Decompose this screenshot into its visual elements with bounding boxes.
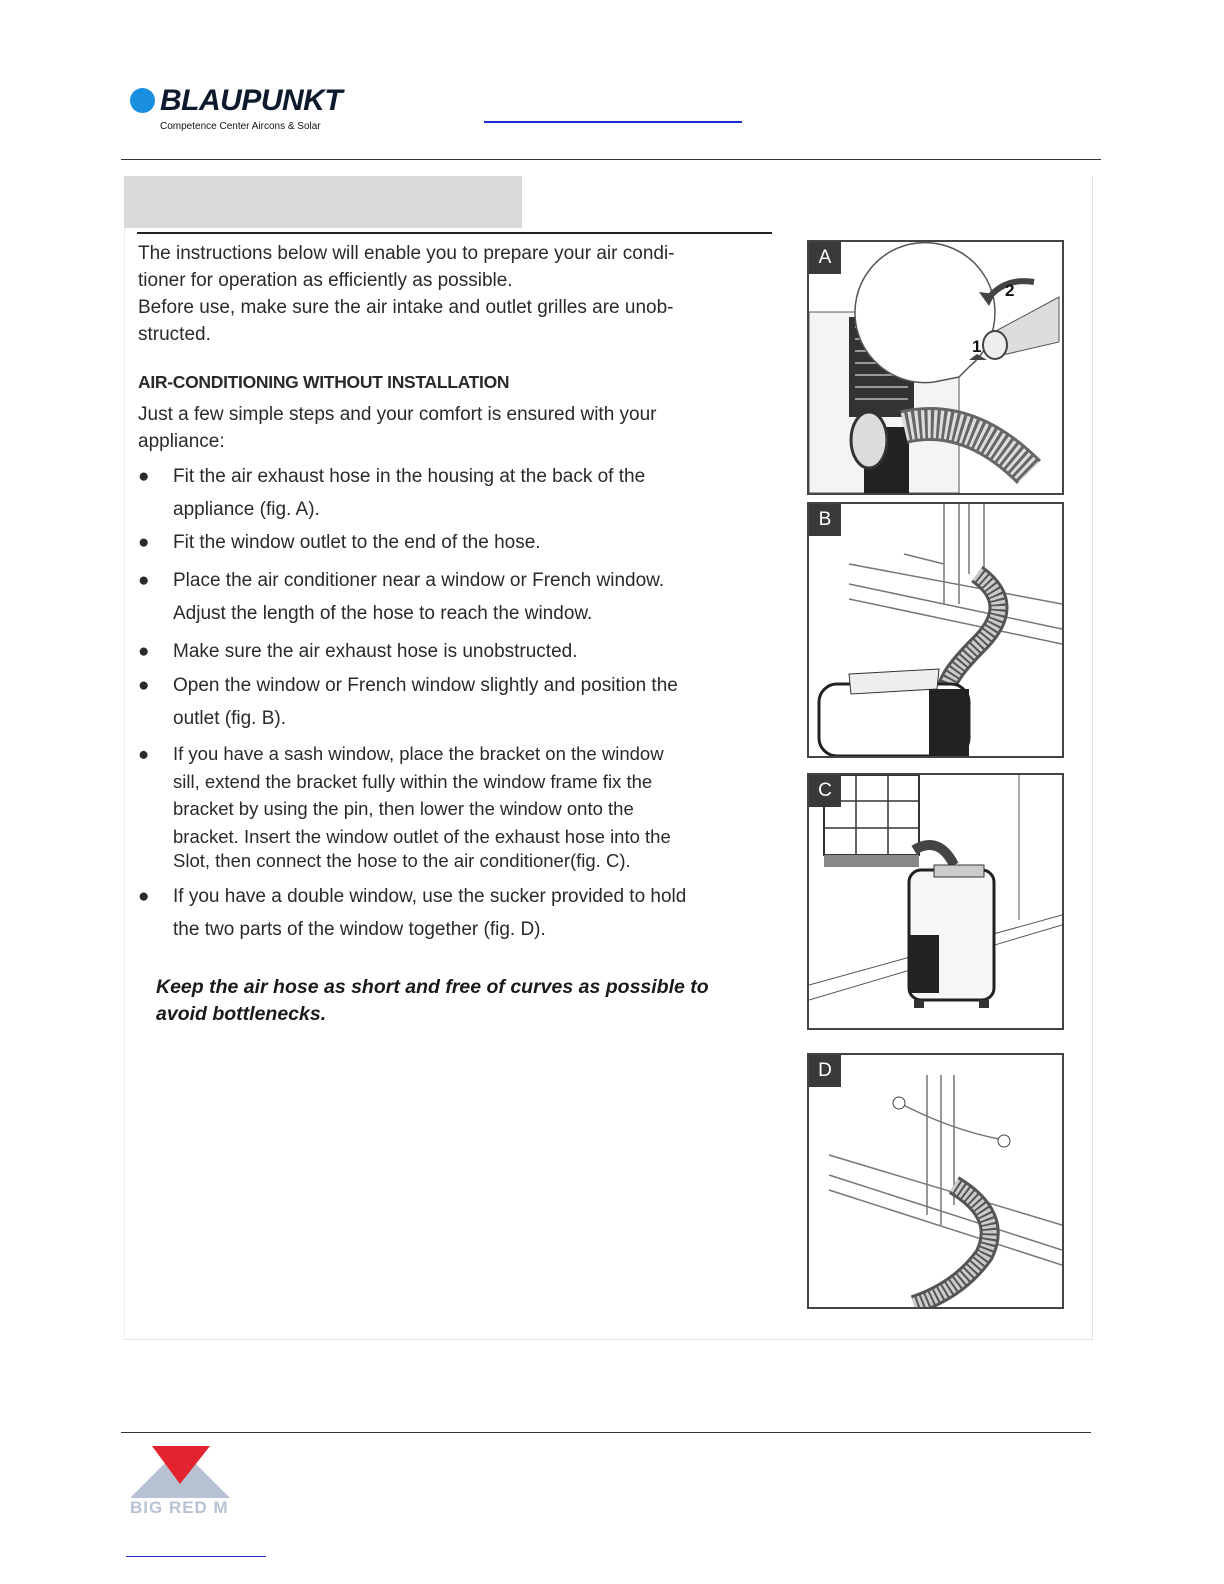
step-line: sill, extend the bracket fully within the window frame fix the [173, 770, 653, 792]
step-line: Fit the window outlet to the end of the hose. [173, 532, 541, 553]
header-link[interactable] [484, 121, 742, 123]
note-line: avoid bottlenecks. [156, 1003, 327, 1025]
figure-d-label: D [809, 1055, 841, 1087]
intro-line: tioner for operation as efficiently as possible. [138, 270, 513, 291]
bullet: ● [138, 743, 150, 764]
header-divider [121, 159, 1101, 160]
step-line: Make sure the air exhaust hose is unobstructed. [173, 641, 578, 662]
step-line: bracket. Insert the window outlet of the exhaust hose into the [173, 825, 671, 847]
fig-a-step-1: 1 [972, 337, 982, 356]
intro-line: structed. [138, 324, 211, 345]
step-line: Open the window or French window slightly and position the [173, 675, 678, 696]
step-line: outlet (fig. B). [173, 708, 286, 729]
big-red-m-logo-icon [130, 1446, 230, 1500]
section-lead [138, 401, 778, 455]
section-divider [137, 232, 772, 234]
blaupunkt-logo-dot [130, 88, 155, 113]
figure-b-label: B [809, 504, 841, 536]
figure-c-illustration [809, 775, 1062, 1028]
footer-link[interactable] [126, 1556, 266, 1557]
fig-a-step-2: 2 [1005, 281, 1015, 300]
step-line: Place the air conditioner near a window or French window. [173, 570, 665, 591]
figure-c-label: C [809, 775, 841, 807]
bullet: ● [138, 675, 150, 696]
section-heading: AIR-CONDITIONING WITHOUT INSTALLATION [138, 372, 510, 392]
footer-divider [121, 1432, 1091, 1433]
brand-logo-text: BLAUPUNKT [160, 84, 343, 117]
note-line: Keep the air hose as short and free of curves as possible to [156, 976, 709, 998]
bullet: ● [138, 466, 150, 487]
figure-a [807, 240, 1064, 495]
figure-a-label: A [809, 242, 841, 274]
figure-a-illustration [809, 242, 1062, 493]
intro-paragraph [138, 240, 778, 348]
step-line: the two parts of the window together (fig. D). [173, 919, 546, 940]
step-line: Fit the air exhaust hose in the housing at the back of the [173, 466, 646, 487]
lead-line: Just a few simple steps and your comfort is ensured with your [138, 404, 657, 425]
intro-line: The instructions below will enable you to prepare your air condi- [138, 243, 675, 264]
figure-b [807, 502, 1064, 758]
figure-d-illustration [809, 1055, 1062, 1307]
step-line: If you have a sash window, place the bracket on the window [173, 743, 664, 764]
brand-tagline: Competence Center Aircons & Solar [160, 121, 321, 132]
figure-b-illustration [809, 504, 1062, 756]
section-title-box [124, 176, 522, 228]
intro-line: Before use, make sure the air intake and outlet grilles are unob- [138, 297, 674, 318]
step-line: appliance (fig. A). [173, 499, 320, 520]
footer-brand-text: BIG RED M [130, 1498, 229, 1517]
bullet: ● [138, 570, 150, 591]
bullet: ● [138, 886, 150, 907]
bullet: ● [138, 641, 150, 662]
lead-line: appliance: [138, 431, 225, 452]
step-line: If you have a double window, use the sucker provided to hold [173, 886, 687, 907]
bullet: ● [138, 532, 150, 553]
figure-c [807, 773, 1064, 1030]
step-line: Adjust the length of the hose to reach the window. [173, 603, 593, 624]
tip-note [156, 974, 786, 1028]
figure-d [807, 1053, 1064, 1309]
step-line: bracket by using the pin, then lower the window onto the [173, 798, 634, 819]
step-line: Slot, then connect the hose to the air conditioner(fig. C). [173, 850, 631, 871]
